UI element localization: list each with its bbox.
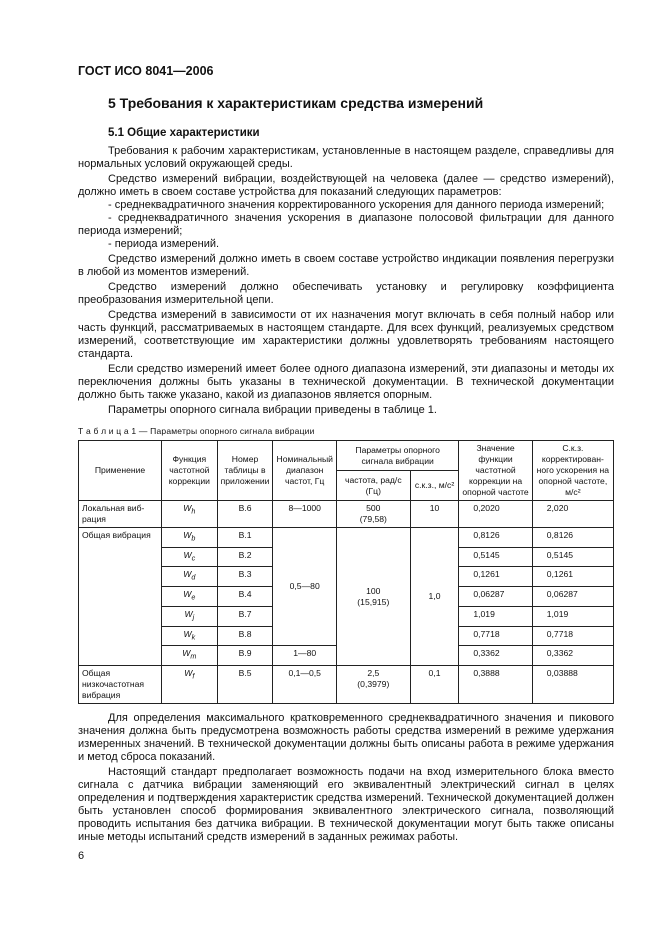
cell-correction: 0,5145 [459, 547, 532, 567]
cell-weighted-rms: 2,020 [532, 501, 613, 528]
paragraph: Настоящий стандарт предполагает возможность подачи на вход измерительного блока вместо сигнала с датчика вибрации заменяющий его эквивалентный электрический сигнал в целях определения и подтверждения характеристик средства измерений. Технической документацией должен быть установлен способ формирования эквивалентного электрического сигнала, позволяющий проводить испытания без датчика вибрации. В технической документации могут быть также описаны иные методы испытаний средств измерений в заданных режимах работы. [78, 766, 614, 843]
cell-table-no: В.5 [217, 666, 273, 704]
cell-table-no: В.1 [217, 528, 273, 548]
header-weighted-rms: С.к.з. корректированного ускорения на опорной частоте, м/с² [532, 441, 613, 501]
cell-weighting-function: $W_d$ [162, 567, 218, 587]
paragraph: Средства измерений в зависимости от их назначения могут включать в себя полный набор или часть функций, рассматриваемых в настоящем стандарте. Для всех функций, реализуемых средством измерений, соответствующие им характеристики должны удовлетворять требованиям настоящего стандарта. [78, 309, 614, 360]
cell-table-no: В.2 [217, 547, 273, 567]
cell-weighting-function: $W_h$ [162, 501, 218, 528]
cell-weighting-function: $W_j$ [162, 606, 218, 626]
cell-correction: 0,7718 [459, 626, 532, 646]
table-header-row [79, 441, 614, 471]
cell-weighting-function: $W_e$ [162, 587, 218, 607]
cell-range: 0,1—0,5 [273, 666, 336, 704]
list-item: - периода измерений. [108, 238, 220, 250]
header-rms: с.к.з., м/с² [410, 471, 459, 501]
cell-table-no: В.9 [217, 646, 273, 666]
cell-weighted-rms: 0,5145 [532, 547, 613, 567]
paragraph: Средство измерений должно обеспечивать установку и регулировку коэффициента преобразования измерительной цепи. [78, 281, 614, 306]
list-item: - среднеквадратичного значения ускорения в диапазоне полосовой фильтрации для данного периода измерений; [78, 212, 614, 237]
cell-table-no: В.4 [217, 587, 273, 607]
header-application: Применение [79, 441, 162, 501]
header-range: Номинальный диапазон частот, Гц [273, 441, 336, 501]
cell-table-no: В.3 [217, 567, 273, 587]
cell-weighted-rms: 0,8126 [532, 528, 613, 548]
document-header: ГОСТ ИСО 8041—2006 [78, 64, 214, 78]
list-item: - среднеквадратичного значения корректированного ускорения для данного периода измерений; [108, 199, 605, 211]
paragraph: Для определения максимального кратковременного среднеквадратичного значения и пикового значения должна быть предусмотрена возможность работы средства измерений в режиме удержания измеренных значений. В технической документации должны быть описаны работа в режиме удержания и метод сброса показаний. [78, 712, 614, 763]
cell-application: Общая низкочастотная вибрация [79, 666, 162, 704]
bottom-text [78, 712, 614, 844]
cell-range: 0,5—80 [273, 528, 336, 646]
cell-correction: 0,8126 [459, 528, 532, 548]
header-correction: Значение функции частотной коррекции на опорной частоте [459, 441, 532, 501]
table-row [79, 528, 614, 548]
page-number: 6 [78, 850, 85, 862]
table-row [79, 501, 614, 528]
parameters-table [78, 440, 614, 704]
paragraph: Параметры опорного сигнала вибрации приведены в таблице 1. [108, 404, 437, 416]
cell-rms: 0,1 [410, 666, 459, 704]
paragraph: Если средство измерений имеет более одного диапазона измерений, эти диапазоны и методы их переключения должны быть указаны в технической документации. В технической документации должно быть также указано, какой из диапазонов является опорным. [78, 363, 614, 401]
cell-application: Локальная вибрация [79, 501, 162, 528]
cell-range: 1—80 [273, 646, 336, 666]
cell-correction: 0,3888 [459, 666, 532, 704]
cell-correction: 0,1261 [459, 567, 532, 587]
header-weighting: Функция частотной коррекции [162, 441, 218, 501]
body-text [78, 145, 614, 417]
cell-weighted-rms: 0,7718 [532, 626, 613, 646]
paragraph: Требования к рабочим характеристикам, установленные в настоящем разделе, справедливы для нормальных условий окружающей среды. [78, 145, 614, 170]
cell-frequency: 2,5 (0,3979) [336, 666, 410, 704]
cell-rms: 10 [410, 501, 459, 528]
cell-weighted-rms: 0,03888 [532, 666, 613, 704]
cell-frequency: 500 (79,58) [336, 501, 410, 528]
header-frequency: частота, рад/с (Гц) [336, 471, 410, 501]
cell-frequency: 100 (15,915) [336, 528, 410, 666]
cell-weighted-rms: 0,3362 [532, 646, 613, 666]
cell-weighting-function: $W_f$ [162, 666, 218, 704]
cell-weighted-rms: 0,06287 [532, 587, 613, 607]
paragraph: Средство измерений вибрации, воздействующей на человека (далее — средство измерений), должно иметь в своем составе устройства для показаний следующих параметров: [78, 173, 614, 198]
cell-table-no: В.7 [217, 606, 273, 626]
section-title: 5 Требования к характеристикам средства измерений [108, 95, 484, 111]
cell-application: Общая вибрация [79, 528, 162, 666]
cell-range: 8—1000 [273, 501, 336, 528]
header-ref-signal: Параметры опорного сигнала вибрации [336, 441, 458, 471]
cell-weighting-function: $W_b$ [162, 528, 218, 548]
cell-weighting-function: $W_m$ [162, 646, 218, 666]
header-table-no: Номер таблицы в приложении [217, 441, 273, 501]
cell-weighted-rms: 1,019 [532, 606, 613, 626]
table-caption: Т а б л и ц а 1 — Параметры опорного сигнала вибрации [78, 426, 315, 436]
table-row [79, 666, 614, 704]
cell-correction: 0,06287 [459, 587, 532, 607]
subsection-title: 5.1 Общие характеристики [108, 127, 260, 139]
cell-table-no: В.8 [217, 626, 273, 646]
cell-correction: 0,2020 [459, 501, 532, 528]
cell-rms: 1,0 [410, 528, 459, 666]
cell-weighting-function: $W_c$ [162, 547, 218, 567]
cell-correction: 0,3362 [459, 646, 532, 666]
cell-correction: 1,019 [459, 606, 532, 626]
cell-table-no: В.6 [217, 501, 273, 528]
cell-weighted-rms: 0,1261 [532, 567, 613, 587]
paragraph: Средство измерений должно иметь в своем составе устройство индикации появления перегрузки в любой из моментов измерений. [78, 253, 614, 278]
cell-weighting-function: $W_k$ [162, 626, 218, 646]
